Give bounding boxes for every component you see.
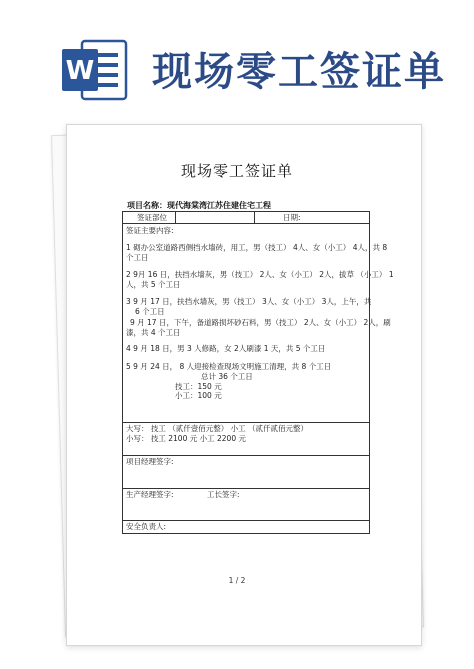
- banner-title: 现场零工签证单: [152, 49, 446, 95]
- skilled-rate: 技工：150 元: [175, 382, 222, 391]
- work-item: 2 9月 16 日，扶挡水墙灰，男（技工） 2人、女（小工） 2人，拔草 （小工） 1: [126, 270, 394, 279]
- unskilled-rate: 小工：100 元: [175, 391, 222, 400]
- foreman-signature: 工长签字:: [207, 490, 240, 499]
- content-header: 签证主要内容:: [126, 226, 174, 235]
- row-divider: [123, 520, 369, 521]
- page-number: 1 / 2: [228, 576, 246, 585]
- work-item: 4 9 月 18 日，男 3 人修路，女 2人刷漆 1 天，共 5 个工日: [126, 344, 326, 353]
- date-label: 日期:: [283, 213, 301, 222]
- safety-officer-signature: 安全负责人:: [126, 522, 167, 531]
- work-item: 9 月 17 日，下午，备道路损坏砂石料，男（技工） 2人、女（小工） 2人，刷: [130, 318, 391, 327]
- word-icon: [60, 35, 130, 105]
- production-manager-signature: 生产经理签字:: [126, 490, 174, 499]
- work-item: 个工日: [126, 253, 149, 262]
- row-divider: [123, 422, 369, 423]
- project-manager-signature: 项目经理签字:: [126, 457, 174, 466]
- amount-in-figures: 小写： 技工 2100 元 小工 2200 元: [126, 434, 246, 443]
- word-icon-letter: W: [65, 56, 95, 86]
- dept-label: 签证部位: [137, 213, 167, 222]
- work-item: 5 9 月 24 日， 8 人迎接检查现场文明施工清理，共 8 个工日: [126, 362, 332, 371]
- visa-form: [122, 211, 394, 534]
- work-item: 1 砌办公室道路西侧挡水墙砖，用工，男（技工） 4人、女（小工） 4人，共 8: [126, 243, 388, 252]
- row-divider: [123, 223, 369, 224]
- banner: [0, 0, 474, 110]
- work-item: 人，共 5 个工日: [126, 280, 181, 289]
- amount-in-words: 大写： 技工 （贰仟壹佰元整） 小工 （贰仟贰佰元整）: [126, 424, 309, 433]
- row-divider: [123, 488, 369, 489]
- work-item: 漆，共 4 个工日: [126, 328, 181, 337]
- dept-divider: [175, 212, 176, 223]
- work-item: 6 个工日: [135, 307, 165, 316]
- row-divider: [123, 455, 369, 456]
- date-divider: [254, 212, 255, 223]
- document-title: 现场零工签证单: [180, 162, 293, 180]
- work-item: 3 9 月 17 日，扶挡水墙灰，男（技工） 3人、女（小工） 3人，上午，共: [126, 297, 372, 306]
- project-name: 项目名称：现代海棠湾江苏住建住宅工程: [127, 201, 271, 210]
- total-days: 总计 36 个工日: [201, 372, 253, 381]
